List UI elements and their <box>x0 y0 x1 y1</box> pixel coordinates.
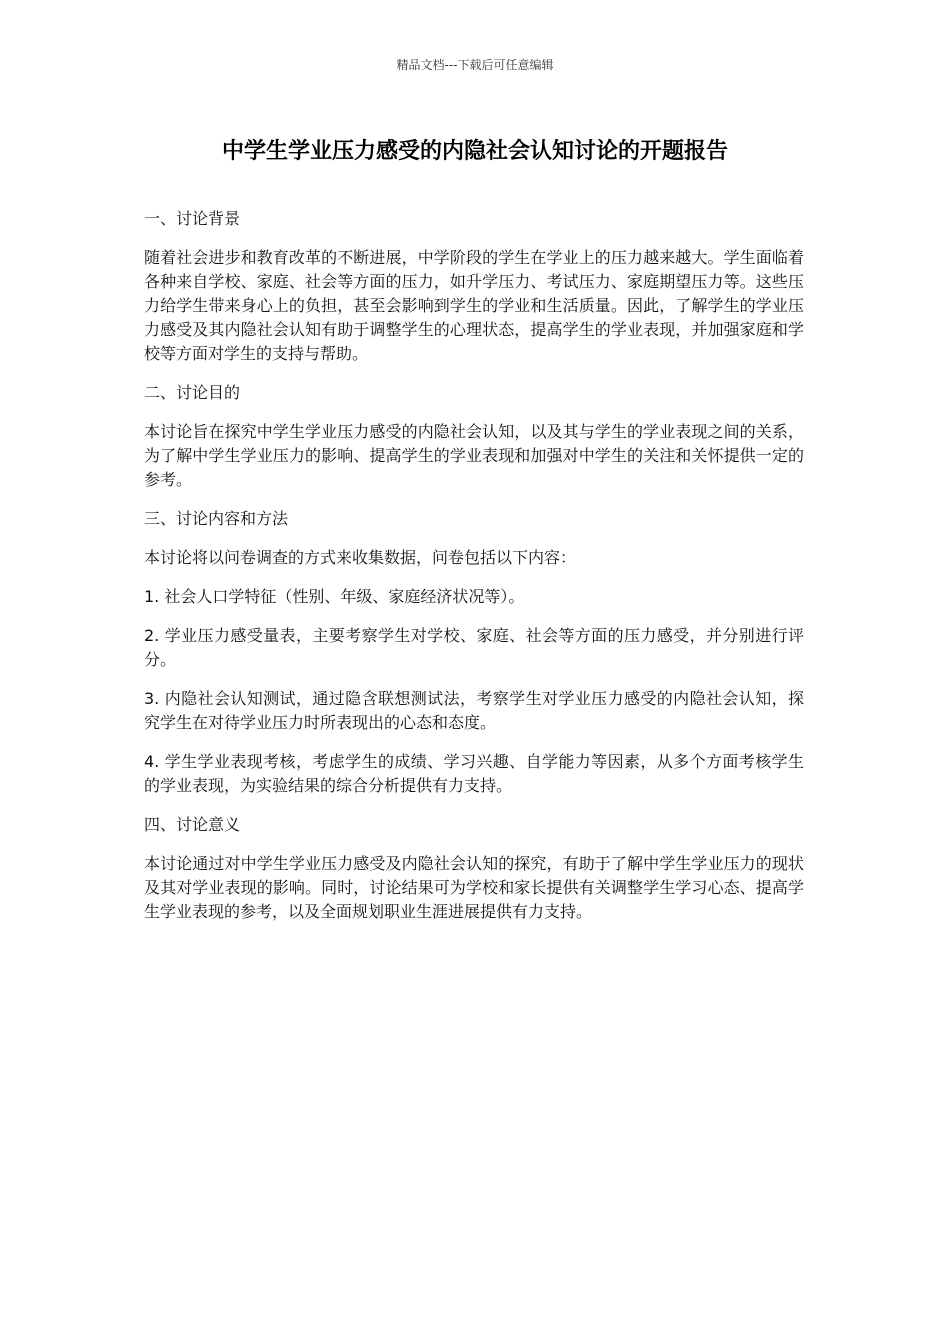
list-item-method-3: 3. 内隐社会认知测试，通过隐含联想测试法，考察学生对学业压力感受的内隐社会认知，探究学生在对待学业压力时所表现出的心态和态度。 <box>144 689 804 732</box>
section-heading-significance: 四、讨论意义 <box>144 815 241 834</box>
list-item-method-4: 4. 学生学业表现考核，考虑学生的成绩、学习兴趣、自学能力等因素，从多个方面考核学生的学业表现，为实验结果的综合分析提供有力支持。 <box>144 752 804 795</box>
section-heading-purpose: 二、讨论目的 <box>144 383 241 402</box>
paragraph-significance: 本讨论通过对中学生学业压力感受及内隐社会认知的探究，有助于了解中学生学业压力的现状及其对学业表现的影响。同时，讨论结果可为学校和家长提供有关调整学生学习心态、提高学生学业表现的参考，以及全面规划职业生涯进展提供有力支持。 <box>144 854 804 921</box>
list-item-method-2: 2. 学业压力感受量表，主要考察学生对学校、家庭、社会等方面的压力感受，并分别进行评分。 <box>144 626 804 669</box>
paragraph-method-intro: 本讨论将以问卷调查的方式来收集数据，问卷包括以下内容： <box>144 548 577 567</box>
paragraph-purpose: 本讨论旨在探究中学生学业压力感受的内隐社会认知，以及其与学生的学业表现之间的关系，为了解中学生学业压力的影响、提高学生的学业表现和加强对中学生的关注和关怀提供一定的参考。 <box>144 422 804 489</box>
document-body <box>144 207 804 939</box>
list-item-method-1: 1. 社会人口学特征（性别、年级、家庭经济状况等）。 <box>144 587 525 606</box>
paragraph-background: 随着社会进步和教育改革的不断进展，中学阶段的学生在学业上的压力越来越大。学生面临着各种来自学校、家庭、社会等方面的压力，如升学压力、考试压力、家庭期望压力等。这些压力给学生带来身心上的负担，甚至会影响到学生的学业和生活质量。因此，了解学生的学业压力感受及其内隐社会认知有助于调整学生的心理状态，提高学生的学业表现，并加强家庭和学校等方面对学生的支持与帮助。 <box>144 248 804 363</box>
document-title: 中学生学业压力感受的内隐社会认知讨论的开题报告 <box>221 139 728 164</box>
section-heading-content-method: 三、讨论内容和方法 <box>144 509 289 528</box>
section-heading-background: 一、讨论背景 <box>144 209 241 228</box>
header-note: 精品文档---下载后可任意编辑 <box>396 58 554 72</box>
